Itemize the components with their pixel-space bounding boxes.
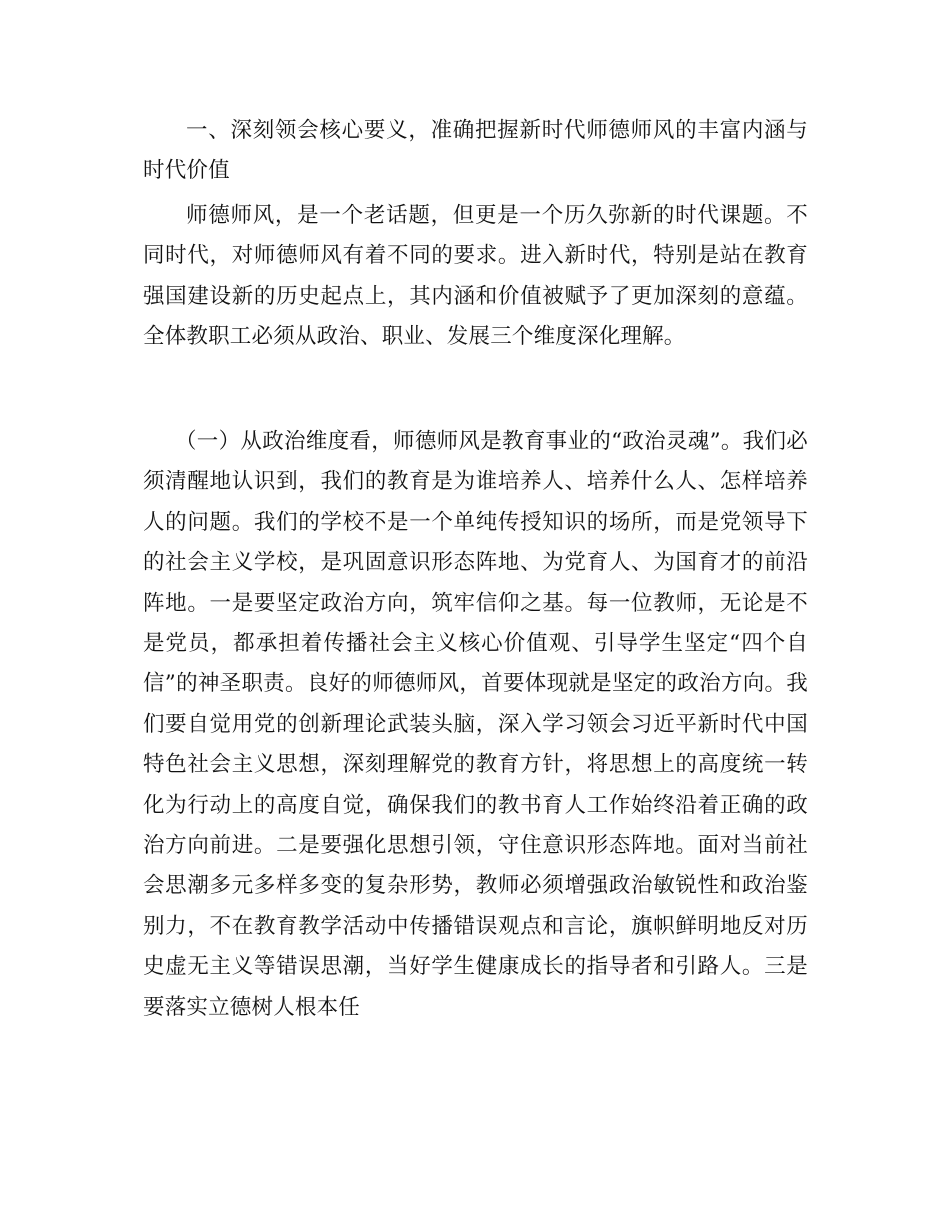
body-paragraph-political-dimension: （一）从政治维度看，师德师风是教育事业的“政治灵魂”。我们必须清醒地认识到，我们的教育是为谁培养人、培养什么人、怎样培养人的问题。我们的学校不是一个单纯传授知识的场所，而是党领导下的社会主义学校，是巩固意识形态阵地、为党育人、为国育才的前沿阵地。一是要坚定政治方向，筑牢信仰之基。每一位教师，无论是不是党员，都承担着传播社会主义核心价值观、引导学生坚定“四个自信”的神圣职责。良好的师德师风，首要体现就是坚定的政治方向。我们要自觉用党的创新理论武装头脑，深入学习领会习近平新时代中国特色社会主义思想，深刻理解党的教育方针，将思想上的高度统一转化为行动上的高度自觉，确保我们的教书育人工作始终沿着正确的政治方向前进。二是要强化思想引领，守住意识形态阵地。面对当前社会思潮多元多样多变的复杂形势，教师必须增强政治敏锐性和政治鉴别力，不在教育教学活动中传播错误观点和言论，旗帜鲜明地反对历史虚无主义等错误思潮，当好学生健康成长的指导者和引路人。三是要落实立德树人根本任 xyxy=(143,429,808,1020)
section-heading: 一、深刻领会核心要义，准确把握新时代师德师风的丰富内涵与时代价值 xyxy=(143,118,808,184)
body-paragraph-intro: 师德师风，是一个老话题，但更是一个历久弥新的时代课题。不同时代，对师德师风有着不同的要求。进入新时代，特别是站在教育强国建设新的历史起点上，其内涵和价值被赋予了更加深刻的意蕴。全体教职工必须从政治、职业、发展三个维度深化理解。 xyxy=(143,203,808,350)
